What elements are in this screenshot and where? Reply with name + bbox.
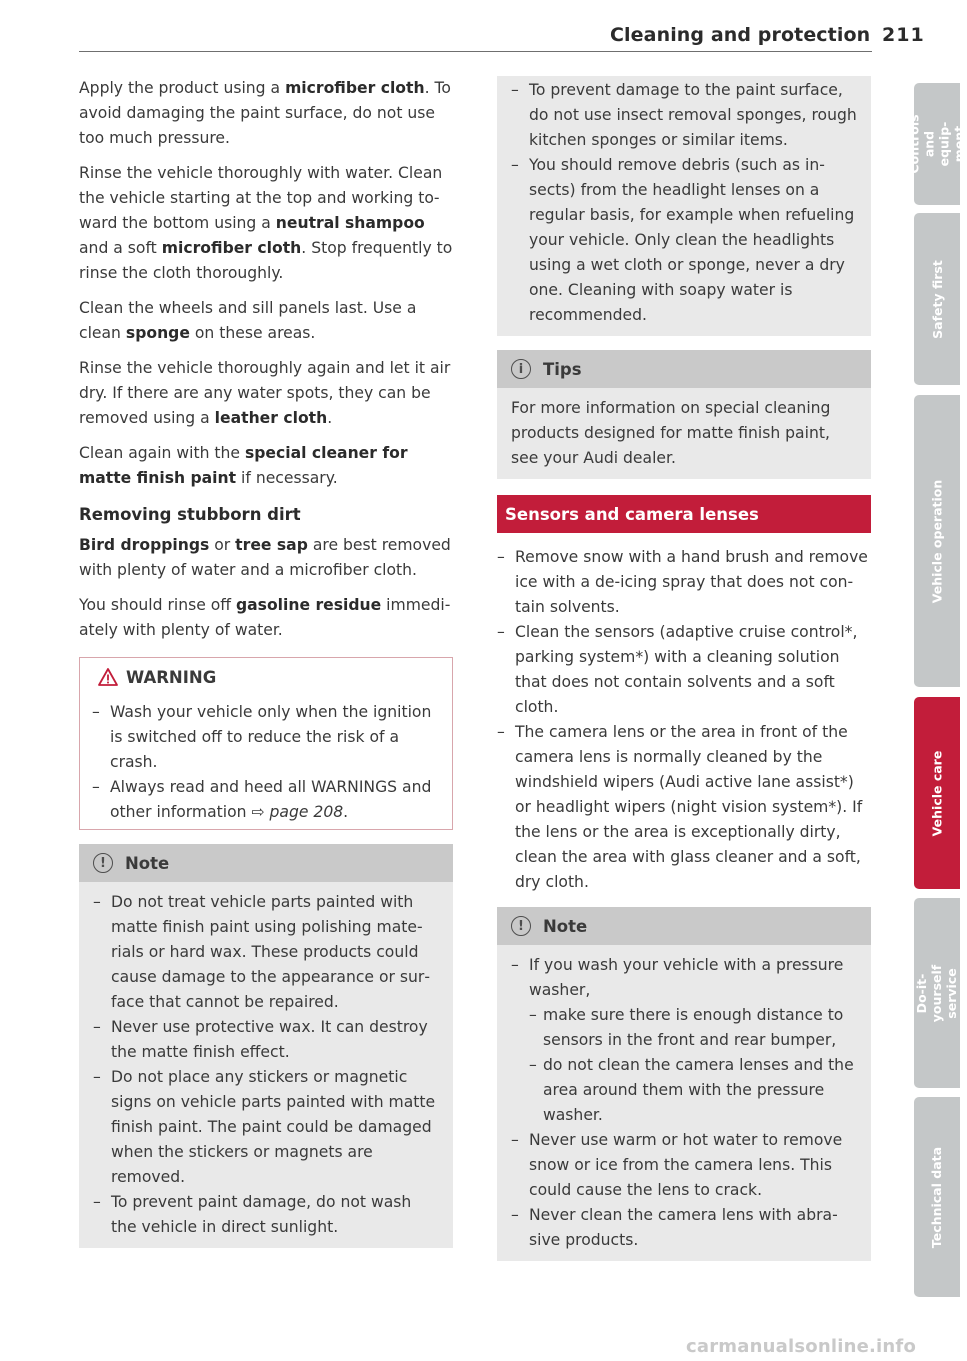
warning-triangle-icon (98, 667, 118, 687)
list-item: – Always read and heed all WARNINGS and other information ⇨ page 208. (92, 775, 438, 825)
tips-title: Tips (543, 359, 582, 379)
list-item: – Never clean the camera lens with abrasive products. (511, 1203, 857, 1253)
paragraph: Rinse the vehicle thoroughly with water. Clean the vehicle starting at the top and working toward the bottom using a neutral shampoo and a soft microfiber cloth. Stop frequently to rinse the cloth thoroughly. (79, 164, 453, 282)
paragraph: Clean the wheels and sill panels last. Use a clean sponge on these areas. (79, 299, 417, 342)
note-box (497, 907, 871, 1261)
paragraph: Bird droppings or tree sap are best removed with plenty of water and a microfiber cloth. (79, 536, 451, 579)
list-item: – To prevent damage to the paint surface, do not use insect removal sponges, rough kitchen sponges or similar items. (511, 78, 857, 153)
tab-technical-data[interactable]: Technical data (914, 1097, 960, 1297)
tab-controls-and-equipment[interactable]: Controls and equipment (914, 83, 960, 205)
header-divider (79, 51, 872, 52)
sub-list-item: – do not clean the camera lenses and the area around them with the pressure washer. (529, 1053, 857, 1128)
list-item: – If you wash your vehicle with a pressure washer, – make sure there is enough distance to sensors in the front and rear bumper, – do not clean the camera lenses and the area around them with the pressure washer. (511, 953, 857, 1128)
list-item: – Wash your vehicle only when the ignition is switched off to reduce the risk of a crash. (92, 700, 438, 775)
list-item: – Do not place any stickers or magnetic signs on vehicle parts painted with matte finish paint. The paint could be damaged when the stickers or magnets are removed. (93, 1065, 439, 1190)
note-header (79, 844, 453, 882)
page-number: 211 (882, 24, 925, 46)
list-item: – Clean the sensors (adaptive cruise control*, parking system*) with a cleaning solution that does not contain solvents and a soft cloth. (497, 620, 871, 720)
warning-box (79, 657, 453, 830)
note-title: Note (543, 916, 588, 936)
tips-box (497, 350, 871, 479)
note-title: Note (125, 853, 170, 873)
list-item: – Remove snow with a hand brush and remove ice with a de-icing spray that does not contain solvents. (497, 545, 871, 620)
warning-header (80, 658, 452, 696)
exclamation-circle-icon: ! (511, 916, 531, 936)
tab-do-it-yourself-service[interactable]: Do-it-yourself service (914, 898, 960, 1088)
running-header-title: Cleaning and protection (610, 24, 871, 46)
sub-list-item: – make sure there is enough distance to sensors in the front and rear bumper, (529, 1003, 857, 1053)
tab-vehicle-operation[interactable]: Vehicle operation (914, 395, 960, 687)
paragraph: Rinse the vehicle thoroughly again and let it air dry. If there are any water spots, they can be removed using a leather cloth. (79, 359, 451, 427)
paragraph: Apply the product using a microfiber cloth. To avoid damaging the paint surface, do not use too much pressure. (79, 79, 451, 147)
right-column (497, 76, 871, 1261)
paragraph: You should rinse off gasoline residue immediately with plenty of water. (79, 596, 451, 639)
note-box (79, 844, 453, 1248)
tips-text: For more information on special cleaning products designed for matte finish paint, see your Audi dealer. (511, 399, 831, 467)
page-reference-link[interactable]: ⇨ page 208 (251, 803, 344, 821)
note-header (497, 907, 871, 945)
list-item: – Never use protective wax. It can destroy the matte finish effect. (93, 1015, 439, 1065)
section-title-bar: Sensors and camera lenses (497, 495, 871, 533)
exclamation-circle-icon: ! (93, 853, 113, 873)
note-continuation-box (497, 76, 871, 336)
paragraph: Clean again with the special cleaner for matte finish paint if necessary. (79, 444, 408, 487)
tab-safety-first[interactable]: Safety first (914, 213, 960, 385)
list-item: – The camera lens or the area in front of the camera lens is normally cleaned by the windshield wipers (Audi active lane assist*) or headlight wipers (night vision system*). If the lens or the area is exceptionally dirty, clean the area with glass cleaner and a soft, dry cloth. (497, 720, 871, 895)
list-item: – Never use warm or hot water to remove snow or ice from the camera lens. This could cause the lens to crack. (511, 1128, 857, 1203)
warning-title: WARNING (126, 667, 217, 687)
list-item: – Do not treat vehicle parts painted with matte finish paint using polishing materials or hard wax. These products could cause damage to the appearance or surface that cannot be repaired. (93, 890, 439, 1015)
watermark: carmanualsonline.info (686, 1336, 917, 1357)
tab-vehicle-care[interactable]: Vehicle care (914, 697, 960, 889)
tips-header (497, 350, 871, 388)
list-item: – You should remove debris (such as insects) from the headlight lenses on a regular basis, for example when refueling your vehicle. Only clean the headlights using a wet cloth or sponge, never a dry one. Cleaning with soapy water is recommended. (511, 153, 857, 328)
section-heading: Removing stubborn dirt (79, 505, 301, 524)
info-circle-icon: i (511, 359, 531, 379)
list-item: – To prevent paint damage, do not wash the vehicle in direct sunlight. (93, 1190, 439, 1240)
left-column (79, 76, 453, 1248)
